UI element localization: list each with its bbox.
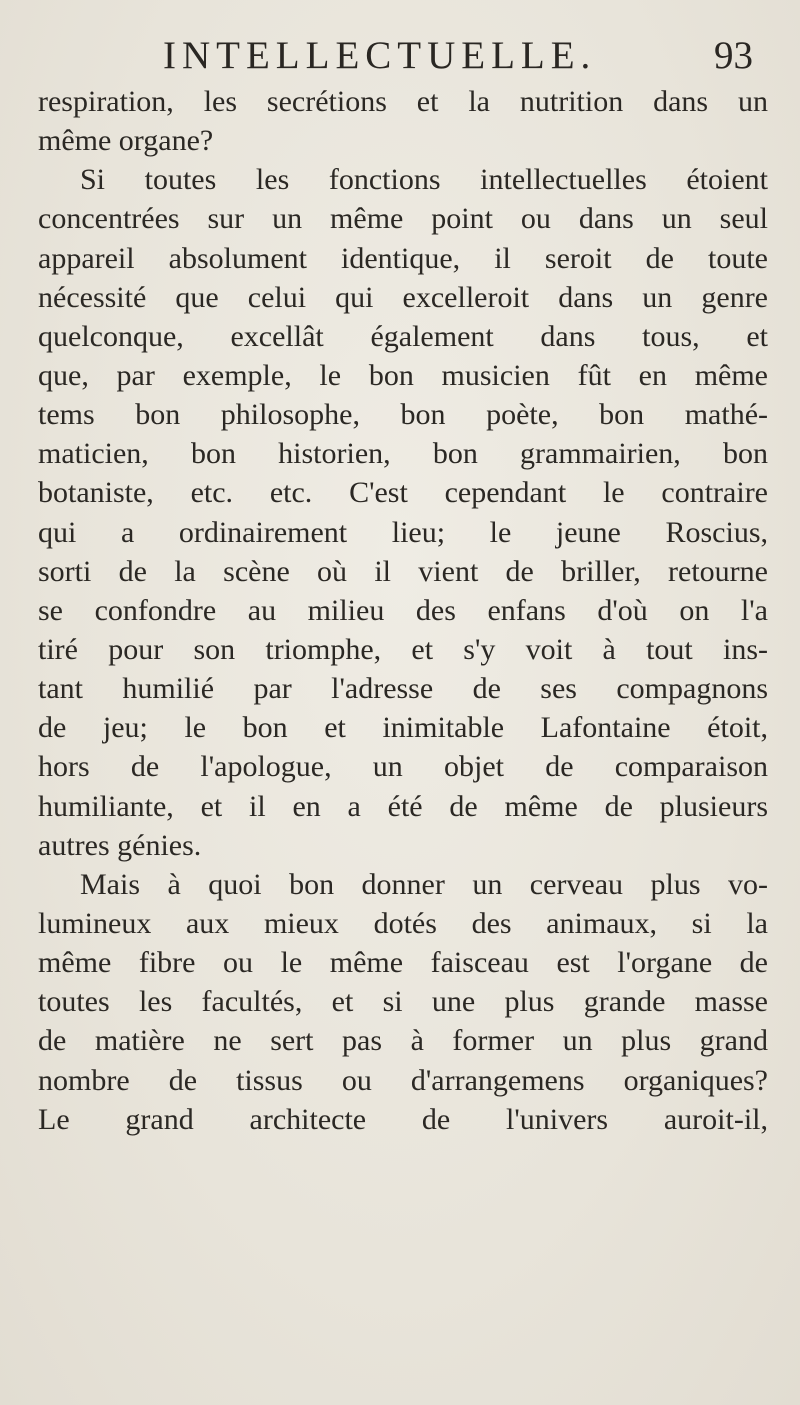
text-line: de matière ne sert pas à former un plus grand	[38, 1024, 768, 1058]
text-line: botaniste, etc. etc. C'est cependant le contraire	[38, 476, 768, 510]
text-line: lumineux aux mieux dotés des animaux, si la	[38, 906, 768, 940]
text-line: respiration, les secrétions et la nutrition dans un	[38, 85, 768, 118]
text-line: humiliante, et il en a été de même de plusieurs	[38, 789, 768, 823]
text-line: quelconque, excellât également dans tous, et	[38, 319, 768, 353]
text-line: toutes les facultés, et si une plus grande masse	[38, 985, 768, 1019]
text-line: Si toutes les fonctions intellectuelles étoient	[80, 163, 768, 197]
text-line: Mais à quoi bon donner un cerveau plus vo-	[80, 867, 768, 901]
text-line: de jeu; le bon et inimitable Lafontaine étoit,	[38, 711, 768, 745]
running-head: INTELLECTUELLE.	[163, 34, 597, 77]
body-text	[38, 82, 768, 1139]
text-line: que, par exemple, le bon musicien fût en même	[38, 358, 768, 392]
text-line: se confondre au milieu des enfans d'où on l'a	[38, 593, 768, 627]
page-header	[163, 34, 753, 78]
text-line: concentrées sur un même point ou dans un seul	[38, 202, 768, 236]
text-line: tems bon philosophe, bon poète, bon mathé-	[38, 398, 768, 432]
text-line: hors de l'apologue, un objet de comparaison	[38, 750, 768, 784]
text-line: qui a ordinairement lieu; le jeune Roscius,	[38, 515, 768, 549]
text-line: maticien, bon historien, bon grammairien, bon	[38, 437, 768, 471]
text-line: nécessité que celui qui excelleroit dans un genre	[38, 280, 768, 314]
page-number: 93	[714, 34, 753, 77]
text-line: Le grand architecte de l'univers auroit-il,	[38, 1102, 768, 1136]
text-line: tiré pour son triomphe, et s'y voit à tout ins-	[38, 632, 768, 666]
text-line: sorti de la scène où il vient de briller, retourne	[38, 554, 768, 588]
text-line: même organe?	[38, 124, 214, 158]
text-line: même fibre ou le même faisceau est l'organe de	[38, 946, 768, 980]
text-line: autres génies.	[38, 828, 202, 862]
text-line: nombre de tissus ou d'arrangemens organiques?	[38, 1063, 768, 1097]
text-line: appareil absolument identique, il seroit de toute	[38, 241, 768, 275]
text-line: tant humilié par l'adresse de ses compagnons	[38, 672, 768, 706]
